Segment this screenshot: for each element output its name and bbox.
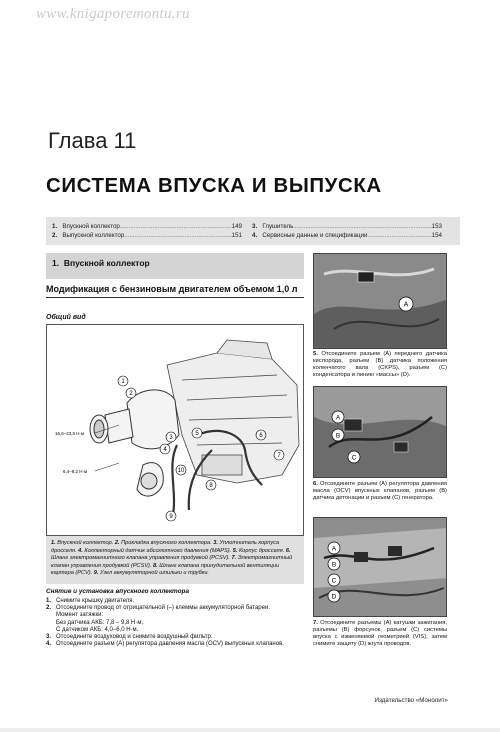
- callout-marker: [176, 465, 186, 475]
- toc-entry[interactable]: 2. Выпускной коллектор ..... 151: [52, 231, 242, 240]
- callout-marker: [160, 444, 170, 454]
- toc-entry[interactable]: 4. Сервисные данные и спецификации ..... 154: [252, 231, 442, 240]
- photo-label: D: [331, 593, 337, 601]
- publisher-credit: Издательство «Монолит»: [374, 697, 448, 704]
- callout-marker: [274, 450, 284, 460]
- svg-text:3: 3: [169, 435, 173, 441]
- procedure-title: Снятие и установка впускного коллектора: [46, 588, 190, 595]
- photo-label: A: [403, 301, 409, 309]
- callout-marker: [166, 511, 176, 521]
- callout-marker: [118, 376, 128, 386]
- procedure-step: 2. Отсоедините провод от отрицательной (–) клеммы аккумуляторной батареи.: [46, 605, 270, 612]
- chapter-title: СИСТЕМА ВПУСКА И ВЫПУСКА: [46, 175, 382, 197]
- engine-photo: [313, 517, 447, 617]
- photo-caption: 6. Отсоедините разъем (А) регулятора давления масла (OCV) впускных клапанов, разъем (В) датчика детонации и разъем (С) генератора.: [313, 481, 447, 502]
- overview-label: Общий вид: [46, 314, 86, 321]
- callout-marker: [166, 432, 176, 442]
- chapter-heading: Глава 11: [48, 128, 137, 153]
- callout-marker: [126, 388, 136, 398]
- table-of-contents: [46, 217, 460, 245]
- callout-marker: [256, 430, 266, 440]
- procedure-step: 3. Отсоедините воздуховод и снимите воздушный фильтр.: [46, 634, 213, 641]
- svg-text:7: 7: [277, 453, 281, 459]
- section-heading: 1. Впускной коллектор: [46, 253, 304, 279]
- intake-manifold-diagram: [46, 324, 304, 536]
- svg-text:4: 4: [163, 447, 167, 453]
- photo-label: C: [351, 454, 357, 462]
- svg-text:8: 8: [209, 483, 213, 489]
- diagram-legend: 1. Впускной коллектор. 2. Прокладка впускного коллектора. 3. Уплотнитель корпуса дросселя. 4. Коллекторный датчик абсолютного давления (MAPS). 5. Корпус дросселя. 6. Шланг электромагнитного клапана управления продувкой (PCSV). 7. Электромагнитный клапан управления продувкой (PCSV). 8. Шланг клапана принудительной вентиляции картера (PCV). 9. Узел аккумуляторной шпильки и трубки.: [46, 536, 304, 584]
- engine-photo: [313, 253, 447, 349]
- procedure-step: 1. Снимите крышку двигателя.: [46, 598, 135, 604]
- photo-label: B: [331, 561, 337, 569]
- torque-label: 16,6–23,5 Н·м: [55, 431, 85, 436]
- toc-entry[interactable]: 3. Глушитель ..... 153: [252, 222, 442, 231]
- photo-caption: 5. Отсоедините разъем (А) переднего датчика кислорода, разъем (В) датчика положения коленчатого вала (CKPS), разъем (С) конденсатора и линию «массы» (D).: [313, 351, 447, 379]
- photo-label: A: [331, 545, 337, 553]
- svg-text:6: 6: [259, 433, 263, 439]
- subsection-heading: Модификация с бензиновым двигателем объемом 1,0 л: [46, 284, 304, 298]
- torque-label: 6,4–8,2 Н·м: [63, 469, 88, 474]
- procedure-step-detail: С датчиком АКБ: 4,0–6,0 Н·м.: [56, 626, 139, 633]
- procedure-steps: [46, 598, 304, 648]
- svg-text:1: 1: [121, 379, 125, 385]
- engine-photo: [313, 386, 447, 478]
- procedure-step-detail: Без датчика АКБ: 7,8 – 9,8 Н·м,: [56, 619, 144, 626]
- photo-label: B: [335, 432, 341, 440]
- callout-marker: [206, 480, 216, 490]
- callout-marker: [192, 428, 202, 438]
- procedure-step: 4. Отсоедините разъем (А) регулятора давления масла (OCV) выпускных клапанов.: [46, 641, 284, 648]
- svg-text:10: 10: [177, 468, 185, 474]
- toc-entry[interactable]: 1. Впускной коллектор ..... 149: [52, 222, 242, 231]
- svg-text:9: 9: [169, 514, 173, 520]
- svg-text:2: 2: [129, 391, 133, 397]
- procedure-step-detail: Момент затяжки:: [56, 612, 104, 619]
- page-edge: [0, 728, 500, 732]
- photo-label: C: [331, 577, 337, 585]
- photo-label: A: [335, 414, 341, 422]
- photo-caption: 7. Отсоедините разъемы (А) катушки зажигания, разъемы (В) форсунок, разъем (С) системы впуска с изменяемой геометрией (VIS), затем снимите защиту (D) жгута проводов.: [313, 620, 447, 648]
- svg-text:5: 5: [195, 431, 199, 437]
- watermark: www.knigaporemontu.ru: [36, 6, 190, 22]
